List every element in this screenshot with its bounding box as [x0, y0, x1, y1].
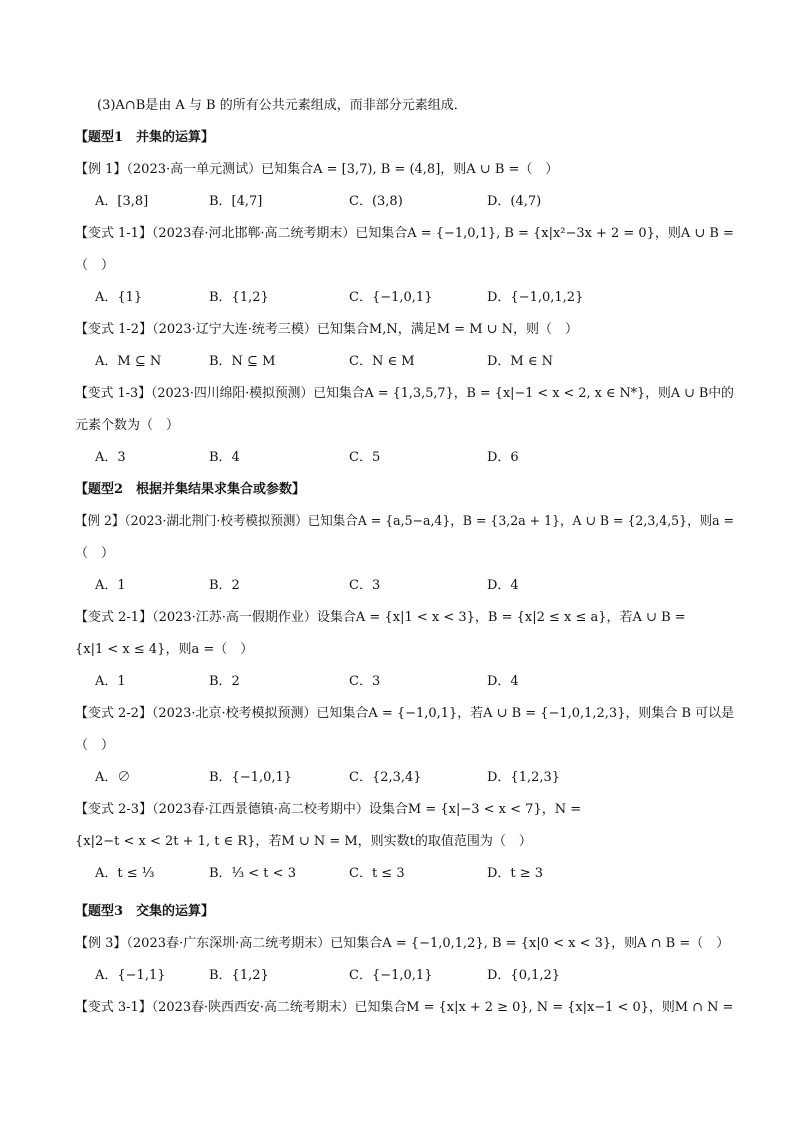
option-d: D．6: [487, 450, 519, 465]
question-line: 【变式 3-1】（2023春·陕西西安·高二统考期末）已知集合M = {x|x + 2 ≥ 0}, N = {x|x−1 < 0}，则M ∩ N =: [75, 1000, 734, 1015]
option-a: A．∅: [95, 770, 131, 785]
intro-line: (3)A∩B是由 A 与 B 的所有公共元素组成，而非部分元素组成．: [97, 98, 467, 113]
question-line: （ ）: [75, 258, 115, 273]
question-line: 元素个数为（ ）: [75, 418, 180, 433]
option-b: B．⅓ < t < 3: [209, 866, 296, 881]
option-c: C．N ∈ M: [349, 354, 415, 369]
section-heading: 【题型3 交集的运算】: [75, 904, 215, 919]
option-c: C．3: [349, 578, 381, 593]
option-a: A．M ⊆ N: [95, 354, 162, 369]
option-d: D．{1,2,3}: [487, 770, 561, 785]
option-c: C．{2,3,4}: [349, 770, 422, 785]
option-b: B．2: [209, 578, 240, 593]
option-d: D．4: [487, 674, 519, 689]
option-d: D．t ≥ 3: [487, 866, 544, 881]
question-line: 【例 3】（2023春·广东深圳·高二统考期末）已知集合A = {−1,0,1,2}, B = {x|0 < x < 3}，则A ∩ B =（ ）: [75, 936, 730, 951]
option-c: C．3: [349, 674, 381, 689]
question-line: 【变式 2-1】（2023·江苏·高一假期作业）设集合A = {x|1 < x < 3}，B = {x|2 ≤ x ≤ a}，若A ∪ B =: [75, 610, 686, 625]
option-b: B．4: [209, 450, 240, 465]
question-line: （ ）: [75, 738, 115, 753]
question-line: 【例 1】（2023·高一单元测试）已知集合A = [3,7), B = (4,8]，则A ∪ B =（ ）: [75, 162, 559, 177]
option-d: D．(4,7): [487, 194, 542, 209]
option-b: B．N ⊆ M: [209, 354, 276, 369]
option-c: C．(3,8): [349, 194, 403, 209]
option-a: A．{1}: [95, 290, 143, 305]
option-c: C．t ≤ 3: [349, 866, 405, 881]
section-heading: 【题型2 根据并集结果求集合或参数】: [75, 482, 306, 497]
option-a: A．1: [95, 674, 126, 689]
option-d: D．M ∈ N: [487, 354, 553, 369]
option-b: B．[4,7]: [209, 194, 263, 209]
option-c: C．5: [349, 450, 381, 465]
option-d: D．{0,1,2}: [487, 968, 561, 983]
option-a: A．{−1,1}: [95, 968, 166, 983]
option-d: D．4: [487, 578, 519, 593]
question-line: {x|1 < x ≤ 4}，则a =（ ）: [75, 642, 254, 657]
section-heading: 【题型1 并集的运算】: [75, 130, 215, 145]
question-line: 【变式 1-2】（2023·辽宁大连·统考三模）已知集合M,N，满足M = M ∪ N，则（ ）: [75, 322, 579, 337]
option-b: B．{1,2}: [209, 968, 269, 983]
question-line: 【例 2】（2023·湖北荆门·校考模拟预测）已知集合A = {a,5−a,4}，B = {3,2a + 1}，A ∪ B = {2,3,4,5}，则a =: [75, 514, 734, 529]
question-line: {x|2−t < x < 2t + 1, t ∈ R}，若M ∪ N = M，则实数t的取值范围为（ ）: [75, 834, 532, 849]
option-b: B．{1,2}: [209, 290, 269, 305]
option-a: A．1: [95, 578, 126, 593]
option-a: A．3: [95, 450, 126, 465]
option-a: A．[3,8]: [95, 194, 149, 209]
question-line: （ ）: [75, 546, 115, 561]
question-line: 【变式 1-1】（2023春·河北邯郸·高二统考期末）已知集合A = {−1,0,1}, B = {x|x²−3x + 2 = 0}，则A ∪ B =: [75, 226, 734, 241]
question-line: 【变式 2-2】（2023·北京·校考模拟预测）已知集合A = {−1,0,1}，若A ∪ B = {−1,0,1,2,3}，则集合 B 可以是: [75, 706, 735, 721]
option-a: A．t ≤ ⅓: [95, 866, 155, 881]
option-c: C．{−1,0,1}: [349, 968, 433, 983]
option-c: C．{−1,0,1}: [349, 290, 433, 305]
question-line: 【变式 2-3】（2023春·江西景德镇·高二校考期中）设集合M = {x|−3 < x < 7}，N =: [75, 802, 582, 817]
option-b: B．2: [209, 674, 240, 689]
option-d: D．{−1,0,1,2}: [487, 290, 584, 305]
option-b: B．{−1,0,1}: [209, 770, 293, 785]
question-line: 【变式 1-3】（2023·四川绵阳·模拟预测）已知集合A = {1,3,5,7}，B = {x|−1 < x < 2, x ∈ N*}，则A ∪ B中的: [75, 386, 734, 401]
